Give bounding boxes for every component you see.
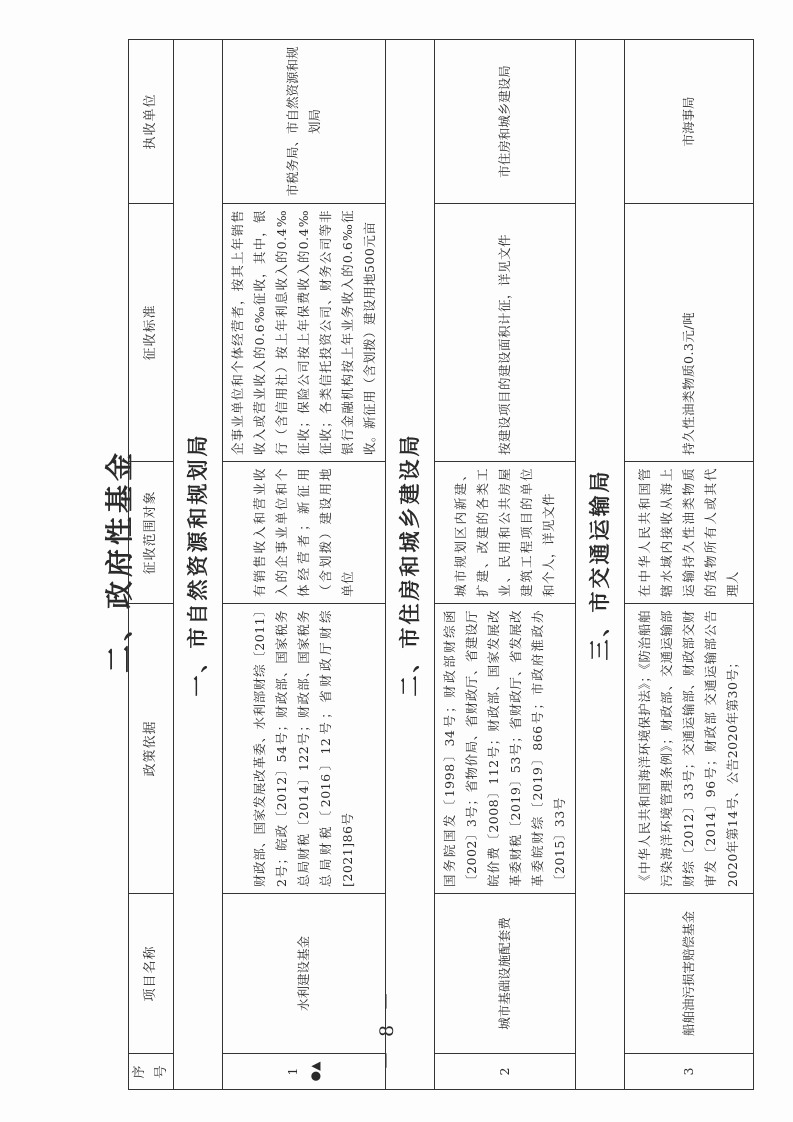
- header-name: 项目名称: [129, 894, 174, 1054]
- policy-basis: 国务院国发〔1998〕34号；财政部财综函〔2002〕3号；省物价局、省财政厅、省建设厅皖价费〔2008〕112号；财政部、国家发展改革委财税〔2019〕53号；省财政厅、省发展改革委皖财综〔2019〕866号；市政府淮政办〔2015〕33号: [435, 604, 576, 894]
- section-title: 二、市住房和城乡建设局: [386, 40, 435, 1090]
- document-title: 二、政府性基金: [103, 449, 136, 674]
- table-row: [625, 40, 754, 1090]
- section-row: [576, 40, 625, 1090]
- project-name: 水利建设基金: [223, 894, 386, 1054]
- collection-scope: 城市规划区内新建、扩建、改建的各类工业、民用和公共房屋建筑工程项目的单位和个人，详见文件: [435, 462, 576, 604]
- policy-basis: 财政部、国家发展改革委、水利部财综〔2011〕2号；皖政〔2012〕54号；财政部、国家税务总局财税〔2014〕122号；财政部、国家税务总局财税〔2016〕12号；省财政厅财综[2021]86号: [223, 604, 386, 894]
- table-row: [223, 40, 386, 1090]
- collecting-unit: 市海事局: [625, 40, 754, 204]
- header-unit: 执收单位: [129, 40, 174, 204]
- header-basis: 政策依据: [129, 604, 174, 894]
- table-row: [435, 40, 576, 1090]
- policy-basis: 《中华人民共和国海洋环境保护法》；《防治船舶污染海洋环境管理条例》；财政部、交通运输部财综〔2012〕33号；交通运输部、财政部交财审发〔2014〕96号；财政部 交通运输部公告2020年第14号、公告2020年第30号；: [625, 604, 754, 894]
- collection-scope: 有销售收入和营业收入的企事业单位和个体经营者；新征用（含划拨）建设用地单位: [223, 462, 386, 604]
- collection-standard: 持久性油类物质0.3元/吨: [625, 204, 754, 462]
- section-title: 一、市自然资源和规划局: [174, 40, 223, 1090]
- collection-standard: 企事业单位和个体经营者，按其上年销售收入或营业收入的0.6‰征收，其中，银行（含信用社）按上年利息收入的0.4‰征收；保险公司按上年保费收入的0.4‰征收；各类信托投资公司、财务公司等非银行金融机构按上年业务收入的0.6‰征收。新征用（含划拨）建设用地500元亩: [223, 204, 386, 462]
- table-header-row: [129, 40, 174, 1090]
- section-title: 三、市交通运输局: [576, 40, 625, 1090]
- row-number: 1: [285, 1067, 300, 1076]
- page-number: － 8 －: [376, 987, 398, 1070]
- header-no: 序号: [129, 1054, 174, 1090]
- collecting-unit: 市税务局、市自然资源和规划局: [223, 40, 386, 204]
- header-standard: 征收标准: [129, 204, 174, 462]
- row-number: 3: [625, 1054, 754, 1090]
- collection-standard: 按建设项目的建设面积计征，详见文件: [435, 204, 576, 462]
- header-scope: 征收范围对象: [129, 462, 174, 604]
- project-name: 船舶油污损害赔偿基金: [625, 894, 754, 1054]
- section-row: [386, 40, 435, 1090]
- section-row: [174, 40, 223, 1090]
- fund-table: [128, 39, 754, 1090]
- collection-scope: 在中华人民共和国管辖水域内接收从海上运输持久性油类物质的货物所有人或其代理人: [625, 462, 754, 604]
- row-number: 2: [435, 1054, 576, 1090]
- bullet-triangle-marks: ●▲: [308, 1061, 322, 1082]
- collecting-unit: 市住房和城乡建设局: [435, 40, 576, 204]
- row-number-cell: [223, 1054, 386, 1090]
- project-name: 城市基础设施配套费: [435, 894, 576, 1054]
